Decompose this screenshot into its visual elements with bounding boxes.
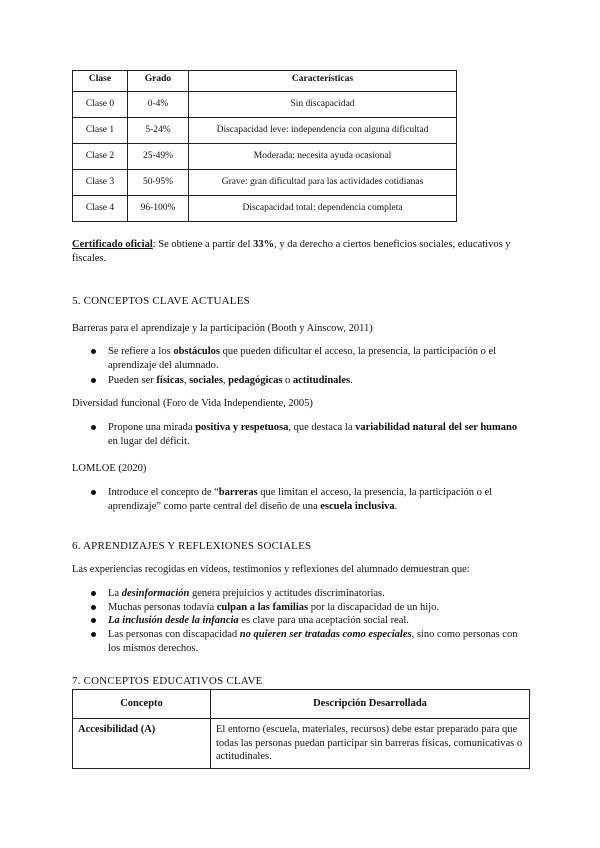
header-clase: Clase: [73, 71, 128, 92]
text: Las personas con discapacidad: [108, 628, 240, 640]
diversidad-heading: Diversidad funcional (Foro de Vida Independiente, 2005): [72, 398, 313, 409]
text: La: [108, 588, 122, 599]
cell-concepto: Accesibilidad (A): [73, 719, 211, 769]
table-row: [73, 118, 457, 144]
section-6-intro: Las experiencias recogidas en vídeos, testimonios y reflexiones del alumnado demuestran que:: [72, 564, 470, 575]
bold-text: pedagógicas: [228, 375, 283, 387]
cell-clase: Clase 1: [73, 118, 128, 144]
cell-grado: 5-24%: [128, 118, 189, 144]
cell-descripcion: El entorno (escuela, materiales, recursos) debe estar preparado para que todas las personas puedan participar sin barreras físicas, comunicativas o actitudinales.: [211, 719, 530, 769]
cell-clase: Clase 4: [73, 196, 128, 222]
cell-caracteristicas: Discapacidad total: dependencia completa: [189, 196, 457, 222]
section-5-title: 5. CONCEPTOS CLAVE ACTUALES: [72, 295, 250, 307]
cell-grado: 0-4%: [128, 92, 189, 118]
table-row: [73, 92, 457, 118]
certificate-paragraph: [72, 238, 528, 265]
header-grado: Grado: [128, 71, 189, 92]
section-6-title: 6. APRENDIZAJES Y REFLEXIONES SOCIALES: [72, 540, 312, 552]
cell-clase: Clase 3: [73, 170, 128, 196]
section-6-list: [72, 587, 528, 657]
bold-text: obstáculos: [173, 346, 220, 357]
concepts-table: [72, 689, 530, 769]
text: , sino como personas con los mismos derechos.: [108, 628, 518, 654]
bold-text: escuela inclusiva: [320, 500, 395, 512]
lomloe-heading: LOMLOE (2020): [72, 463, 147, 474]
header-descripcion: Descripción Desarrollada: [211, 690, 530, 719]
text: Introduce el concepto de “: [108, 487, 219, 498]
bold-text: sociales: [189, 375, 223, 387]
table-header-row: [73, 690, 530, 719]
list-item: [72, 421, 528, 448]
certificate-percent: 33%: [253, 239, 275, 250]
text: Pueden ser: [108, 375, 157, 387]
table-header-row: [73, 71, 457, 92]
list-item: [72, 345, 528, 372]
bold-text: no quieren ser tratadas como especiales: [239, 628, 412, 640]
text: en lugar del déficit.: [108, 435, 190, 447]
cell-caracteristicas: Grave: gran dificultad para las actividades cotidianas: [189, 170, 457, 196]
list-item: [72, 601, 528, 615]
certificate-text: : Se obtiene a partir del: [152, 239, 254, 250]
bold-text: La inclusión desde la infancia: [108, 615, 239, 627]
bold-text: desinformación: [121, 588, 190, 599]
list-item: [72, 628, 528, 655]
barreras-list: [72, 345, 528, 390]
table-row: [73, 170, 457, 196]
table-row: [73, 719, 530, 769]
cell-grado: 96-100%: [128, 196, 189, 222]
cell-clase: Clase 0: [73, 92, 128, 118]
list-item: [72, 374, 528, 388]
cell-clase: Clase 2: [73, 144, 128, 170]
section-7-title: 7. CONCEPTOS EDUCATIVOS CLAVE: [72, 675, 263, 687]
bold-text: positiva y respetuosa: [195, 422, 289, 433]
cell-caracteristicas: Discapacidad leve: independencia con alguna dificultad: [189, 118, 457, 144]
text: ,: [183, 375, 190, 387]
text: .: [350, 375, 353, 387]
cell-grado: 25-49%: [128, 144, 189, 170]
list-item: [72, 587, 528, 601]
bold-text: variabilidad natural del ser humano: [355, 422, 518, 433]
table-row: [73, 196, 457, 222]
certificate-label: Certificado oficial: [72, 239, 153, 250]
text: o: [282, 375, 293, 387]
text: .: [394, 500, 398, 512]
cell-caracteristicas: Moderada: necesita ayuda ocasional: [189, 144, 457, 170]
header-caracteristicas: Características: [189, 71, 457, 92]
list-item: [72, 614, 528, 628]
text: que pueden dificultar el acceso, la presencia, la participación o el aprendizaje del alumnado.: [108, 346, 497, 371]
text: es clave para una aceptación social real.: [238, 615, 409, 627]
lomloe-list: [72, 486, 528, 515]
text: por la discapacidad de un hijo.: [308, 601, 439, 613]
table-row: [73, 144, 457, 170]
text: Propone una mirada: [108, 422, 196, 433]
text: , que destaca la: [288, 422, 356, 433]
cell-caracteristicas: Sin discapacidad: [189, 92, 457, 118]
diversidad-list: [72, 421, 528, 450]
text: Muchas personas todavía: [108, 601, 217, 613]
bold-text: actitudinales: [292, 375, 351, 387]
cell-grado: 50-95%: [128, 170, 189, 196]
certificate-text-end: , y da derecho a ciertos beneficios sociales, educativos y fiscales.: [72, 239, 511, 264]
disability-grades-table: [72, 70, 457, 222]
bold-text: barreras: [218, 487, 258, 498]
barreras-heading: Barreras para el aprendizaje y la participación (Booth y Ainscow, 2011): [72, 323, 373, 334]
bold-text: culpan a las familias: [216, 601, 309, 613]
header-concepto: Concepto: [73, 690, 211, 719]
bold-text: físicas: [156, 375, 184, 387]
text: ,: [222, 375, 229, 387]
text: genera prejuicios y actitudes discriminatorias.: [189, 588, 385, 599]
list-item: [72, 486, 528, 513]
text: Se refiere a los: [108, 346, 174, 357]
text: que limitan el acceso, la presencia, la participación o el aprendizaje” como parte central del diseño de una: [108, 487, 493, 512]
